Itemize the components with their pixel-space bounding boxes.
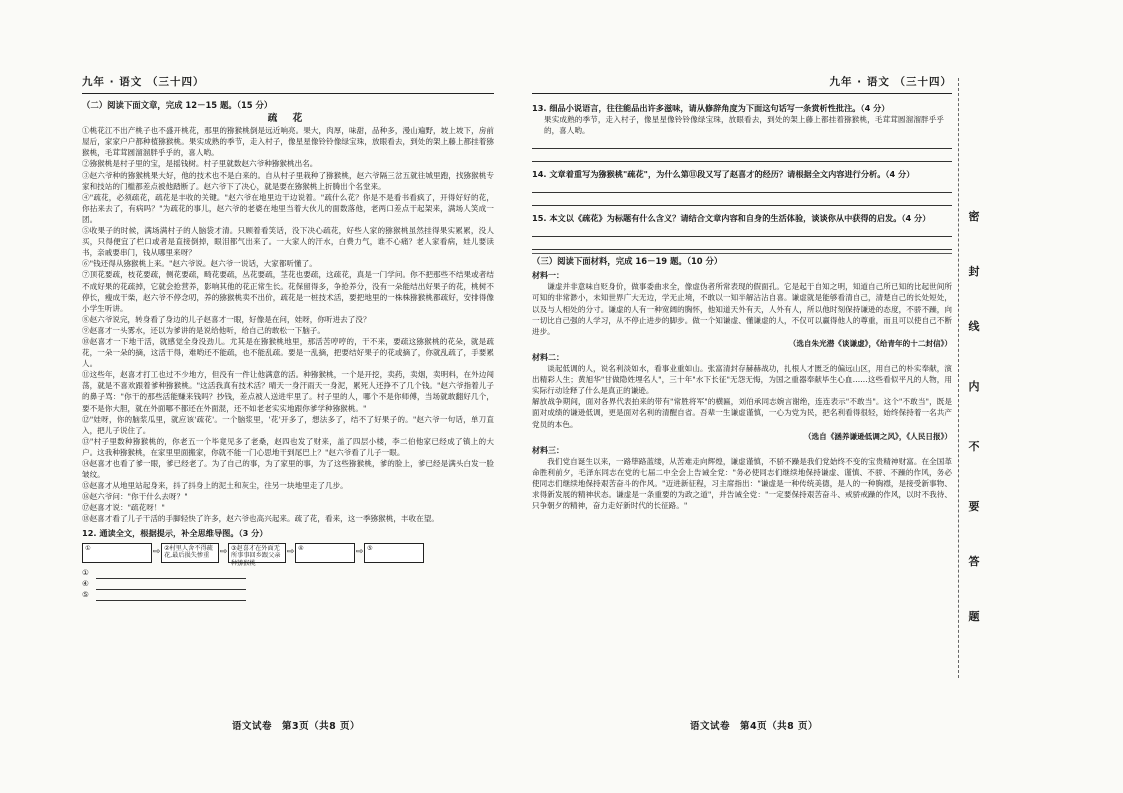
paragraph: ⑬"村子里数种猕猴桃的，你老五一个毕竟见多了老桑，赵四也发了财来，盖了四层小楼，李二伯他家已经成了镇上的大户。这我种猕猴桃，在家里里面搬家，你就不能一门心思地干到尾巴上？"赵六爷看了儿子一眼。 xyxy=(82,436,494,457)
paragraph: ②猕猴桃是村子里的宝，是摇钱树。村子里就数赵六爷种猕猴桃出名。 xyxy=(82,159,318,169)
paragraph: ⑨赵喜才一头雾水，还以为爹讲的是说给他听，给自己的敢松一下脑子。 xyxy=(82,325,325,335)
page-header: 九年 · 语文 （三十四） xyxy=(532,74,952,94)
paragraph: ⑪这些年，赵喜才打工也过不少地方，但没有一件让他满意的活。种猕猴桃，一个是开挖，卖药，卖烟，卖明料，在外边闯荡，就是不喜欢跟着爹种猕猴桃。"这活我真有技术活？晴天一身汗雨天一身泥，累死人还挣不了几个钱。"赵六爷指着儿子的鼻子骂："你干的那些活能赚来钱吗？抄钱，差点被人送进牢里了。村子里的人，哪个不是你师傅，当场就敢翻好几个，要不是你大胆，就在外面哪不都还在外面混，还不如老老实实地跟你爹学种猕猴桃。" xyxy=(82,370,494,413)
answer-line[interactable] xyxy=(532,237,952,250)
material-1-source: （选自朱光潜《谈谦虚》，《给青年的十二封信》） xyxy=(788,338,952,348)
paragraph: ⑧赵六爷说完，转身看了身边的儿子赵喜才一眼，好像是在问，娃呀，你听进去了没？ xyxy=(82,314,371,324)
page-header: 九年 · 语文 （三十四） xyxy=(82,74,494,94)
mindmap-box-1[interactable]: ① xyxy=(82,543,152,563)
paragraph: ①桃花江不出产桃子也不盛开桃花，那里的猕猴桃倒是远近响亮。果大，肉厚，味甜，品种多，漫山遍野，坡上坡下，房前屋后，家家户户都种植猕猴桃。果实成熟的季节，走入村子，像星星像铃铃像绿宝珠，放眼看去，到处的架上藤上都挂着猕猴桃，毛茸茸圆溜溜胖乎乎的，喜人哟。 xyxy=(82,126,494,158)
answer-blank[interactable] xyxy=(82,590,494,601)
answer-line[interactable] xyxy=(532,224,952,237)
answer-line[interactable] xyxy=(532,193,952,206)
blank-label: ④ xyxy=(82,579,89,589)
page-content xyxy=(82,100,494,601)
arrow-right-icon: ⇨ xyxy=(355,547,364,558)
page-footer: 语文试卷 第3页（共8 页） xyxy=(232,721,361,732)
material-2-source: （选自《涵养谦逊低调之风》，《人民日报》） xyxy=(803,431,952,441)
question-13: 13. 细品小说语言，往往能品出许多滋味，请从修辞角度为下面这句话写一条赏析性批注。（4 分） xyxy=(532,103,890,113)
section-title: （二）阅读下面文章，完成 12－15 题。（15 分） xyxy=(82,100,273,110)
mindmap-box-4[interactable]: ④ xyxy=(295,543,355,563)
mindmap-box-2: ②村里人舍不得疏花,最后损失惨重 xyxy=(161,543,219,563)
seal-char: 不 xyxy=(963,438,985,454)
question-12: 12. 通读全文，根据提示，补全思维导图。（3 分） xyxy=(82,527,268,538)
paragraph: ③赵六爷种的猕猴桃果大好，他的技术也不是白来的。自从村子里栽种了猕猴桃，赵六爷隔三岔五就往城里跑，找猕猴桃专家和技站的门槛都差点被他踏断了。赵六爷下了决心，就是要在猕猴桃上折腾出个名堂来。 xyxy=(82,170,494,191)
arrow-right-icon: ⇨ xyxy=(219,547,228,558)
paragraph: ⑭赵喜才也看了爹一眼，爹已经老了。为了自己的事，为了家里的事，为了这些猕猴桃，爹的脸上，爹已经是满头白发一脸皱纹。 xyxy=(82,459,494,480)
seal-char: 密 xyxy=(963,208,985,224)
answer-blank[interactable] xyxy=(82,579,494,590)
blank-label: ⑤ xyxy=(82,590,89,600)
divider xyxy=(532,253,952,254)
paragraph: ⑩赵喜才一下地干活，就感觉全身没劲儿。尤其是在猕猴桃地里，那活苦哼哼的，干不来，要疏这猕猴桃的花朵，就是疏花，一朵一朵的摘，这活干得，难哟还不能疏，也不能乱疏。要是一乱摘，把要结好果子的花或摘了，你就乱疏了，手要累人。 xyxy=(82,336,494,369)
mind-map xyxy=(82,542,494,567)
paragraph: ⑮赵喜才从地里站起身来，抖了抖身上的泥土和灰尘，往另一块地里走了几步。 xyxy=(82,481,348,491)
story-title: 疏 花 xyxy=(267,113,309,125)
section-title: （三）阅读下面材料，完成 16－19 题。（10 分） xyxy=(532,256,723,267)
question-excerpt: 果实成熟的季节，走入村子，像星星像铃铃像绿宝珠，放眼看去，到处的架上藤上都挂着猕猴桃，毛茸茸圆溜溜胖乎乎的，喜人哟。 xyxy=(544,115,944,136)
question-15: 15. 本文以《疏花》为标题有什么含义？请结合文章内容和自身的生活体验，谈谈你从中获得的启发。（4 分） xyxy=(532,213,931,224)
material-1-text: 谦虚并非意味自贬身价，做事委曲求全，像虚伪者所常表现的假面孔。它是起于自知之明，知道自己所已知的比起世间所可知的非常渺小，未知世界广大无边，学无止境，不敢以一知半解沾沾自喜。谦虚就是能够看清自己，清楚自己的长处短处，以及与人相处的分寸。谦虚的人有一种宽阔的胸怀，他知道天外有天，人外有人，所以他时刻保持谦逊的态度，不骄不躁，向一切比自己强的人学习，从不停止进步的脚步。做一个知谦虚、懂谦虚的人，不仅可以赢得他人的尊重，而且可以使自己不断进步。 xyxy=(532,282,952,336)
arrow-right-icon: ⇨ xyxy=(152,547,161,558)
arrow-right-icon: ⇨ xyxy=(286,547,295,558)
paragraph: ⑱赵喜才看了儿子干活的手脚轻快了许多，赵六爷也高兴起来。疏了花，看来，这一季猕猴桃，丰收在望。 xyxy=(82,514,439,524)
page-4 xyxy=(532,78,952,758)
page-3 xyxy=(82,78,494,758)
material-2-title: 材料二： xyxy=(532,352,564,362)
seal-char: 封 xyxy=(963,263,985,279)
paragraph: ⑥"钱还得从猕猴桃上来。"赵六爷说。赵六爷一说话，大家都听懂了。 xyxy=(82,259,317,269)
seal-char: 内 xyxy=(963,378,985,394)
page-footer: 语文试卷 第4页（共8 页） xyxy=(690,721,819,732)
page-content xyxy=(532,100,952,511)
material-3-text: 我们党自诞生以来，一路筚路蓝缕，从苦难走向辉煌，谦虚谨慎，不骄不躁是我们党始终不变的宝贵精神财富。在全国革命胜利前夕，毛泽东同志在党的七届二中全会上告诫全党："务必使同志们继续地保持谦虚、谨慎、不骄、不躁的作风，务必使同志们继续地保持艰苦奋斗的作风。"迈进新征程，习主席指出："谦虚是一种传统美德，是人的一种胸襟，是接受新事物、求得新发展的精神状态。谦虚是一条重要的为政之道"，并告诫全党："一定要保持艰苦奋斗、戒骄戒躁的作风，以时不我待、只争朝夕的精神，奋力走好新时代的长征路。" xyxy=(532,456,952,511)
mindmap-box-5[interactable]: ⑤ xyxy=(364,543,424,563)
paragraph: ⑤收果子的时候，满场满村子的人脑袋才清。只顾着看笑话，没下决心疏花，好些人家的猕猴桃虽然挂得果实累累，没人买，只得便宜了栏口或者是直接倒掉，眼泪都气出来了。一大家人的汗水，白费力气，谁不心痛？老人家看病，娃儿要读书，亲戚要串门，钱从哪里来呀？ xyxy=(82,226,494,258)
seal-char: 要 xyxy=(963,498,985,514)
story-body xyxy=(82,125,494,524)
seal-char: 线 xyxy=(963,318,985,334)
answer-line[interactable] xyxy=(532,149,952,162)
paragraph: ⑰赵喜才说："疏花呀！" xyxy=(82,503,165,513)
seal-char: 题 xyxy=(963,608,985,624)
paragraph: ④"疏花，必须疏花，疏花是丰收的关键。"赵六爷在地里边干边说着。"疏什么花？你是不是看书看疯了，开得好好的花，你拈来去了，有病吗？"为疏花的事儿，赵六爷的老婆在地里当着大伙儿的面数落他，老两口差点干起架来，满场人笑成一团。 xyxy=(82,192,494,224)
answer-line[interactable] xyxy=(532,136,952,149)
material-3-title: 材料三： xyxy=(532,445,564,455)
seal-char: 答 xyxy=(963,553,985,569)
answer-blanks xyxy=(82,568,494,601)
question-14: 14. 文章着重写为猕猴桃"疏花"，为什么第⑪段又写了赵喜才的经历？请根据全文内容进行分析。（4 分） xyxy=(532,169,915,180)
paragraph: ⑫"娃呀，你的脑浆瓜里，就应该'疏花'。一个脑浆里，'花'开多了，想法多了，结不了好果子的。"赵六爷一句话，单刀直入，把儿子说住了。 xyxy=(82,414,494,435)
mindmap-box-3: ③赵喜才在外面无所事事回乡跟父亲种猕猴桃 xyxy=(228,543,286,563)
paragraph: ⑯赵六爷问："你干什么去呀？" xyxy=(82,492,188,502)
seal-line xyxy=(958,78,988,678)
answer-blank[interactable] xyxy=(82,568,494,579)
answer-line[interactable] xyxy=(532,180,952,193)
material-1-title: 材料一： xyxy=(532,271,564,281)
material-2-text: 谈起低调的人，说名利淡如水，看事业重如山。张富清封存赫赫战功，扎根人才匮乏的偏远山区，用自己的朴实奉献，演出精彩人生；黄旭华"甘做隐姓埋名人"，三十年"水下长征"无怨无悔，为国之重器奉献毕生心血……这些看似平凡的人物，用实际行动诠释了什么是真正的谦逊。 解放战争期间，面对各界代表拍来的带有"常胜将军"的横匾，刘伯承同志婉言谢绝，连连表示"不敢当"。这个"不敢当"，既是面对成绩的谦逊低调，更是面对名利的清醒自省。吾辈一生谦虚谨慎，一心为党为民，把名利看得很轻，始终保持着一名共产党员的本色。 xyxy=(532,364,952,429)
blank-label: ① xyxy=(82,568,89,578)
paragraph: ⑦顶花要疏，枝花要疏，侧花要疏，畸花要疏，丛花要疏，茎花也要疏，这疏花，真是一门学问。你不把那些不结果或者结不成好果的花疏掉，它就会抢营养，影响其他的花正常生长。花保留得多，争抢养分，没有一朵能结出好果子的花，桃树不停长，瘦成干柴，赵六爷不停念叨，养的猕猴桃卖不出价，疏花是一桩技术活，要把地里的一株株猕猴桃都疏好，安排得像小学生听讲。 xyxy=(82,270,494,313)
